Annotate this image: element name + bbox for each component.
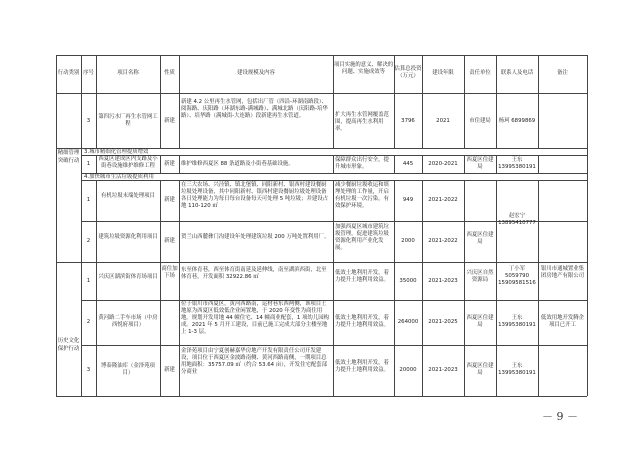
header-problem: 项目实施的意义、解决的问题、实施成效等 (333, 62, 394, 75)
row-investment: 2000 (401, 238, 415, 244)
row-investment: 949 (402, 197, 414, 203)
row-problem: 低效土地利用开发，着力提升土地利用效益。 (335, 360, 389, 373)
row-nature: 新建 (164, 238, 175, 244)
row-problem: 减少餐厨垃圾收运和填埋处理的工作量，开启有机垃圾一次污染，有效保护环境。 (335, 182, 389, 209)
row-remark: 银川市通城置业集团房地产有限公司 (540, 266, 585, 279)
row-scope: 位于银川市西夏区，黄河西路南，运材巷东西两侧，该项目土地原为西夏区低效低企业闲置地，于 2020 年变性为商住用地。规划开发用地 44 幢住宅、14 幢商业配套，1 项幼儿园构成。2021 年 5 月开工建设，目前已施工完成大部分主楼至地上 1-3 层。 (181, 301, 329, 335)
row-problem: 低效土地利用开发，着力提升土地利用效益。 (335, 315, 389, 328)
page-number: － 9 － (542, 410, 578, 423)
row-contact: 杨珂 6899869 (498, 118, 536, 124)
row-remark: 低效用地开发腾企项目已开工 (540, 315, 585, 328)
header-contact: 联系人及电话 (500, 70, 534, 76)
header-nature: 性质 (164, 70, 175, 76)
category-label: 精细管理突破行动 (57, 150, 80, 164)
row-problem: 加强西夏区城市建筑垃圾管理，促进建筑垃圾资源化利用产业化发展。 (335, 224, 389, 251)
row-nature: 新建 (164, 197, 175, 203)
row-unit: 西夏区住建局 (466, 157, 494, 170)
row-nature: 新建 (164, 367, 175, 373)
row-period: 2021 (436, 118, 450, 124)
row-nature: 新建 (164, 118, 175, 124)
row-contact: 王东 13995380191 (498, 363, 536, 376)
group-unit: 西夏区住建局 (466, 315, 494, 328)
row-unit: 西夏区住建局 (466, 363, 494, 376)
row-scope: 金泽苑项目由宁夏创赫嘉华房地产开发有限责任公司开发建设，项目位于西夏区金波路南侧、黄河西路南侧，一期项目总用地面积：35757.09 ㎡（约合 53.64 亩），开发住宅配套部分商业 (181, 348, 328, 375)
row-scope: 维护维修西夏区 88 条道路及小街巷基础设施。 (181, 161, 294, 167)
row-investment: 3796 (401, 118, 415, 124)
row-index: 1 (86, 197, 91, 203)
row-index: 1 (86, 161, 91, 167)
row-name: 西夏区建成区内支路及小街巷设施维护维修工程 (98, 156, 158, 169)
row-problem: 保障群众出行安全，提升城市形象。 (335, 157, 389, 170)
header-unit: 责任单位 (469, 70, 491, 76)
row-contact: 王东 13995380191 (498, 157, 536, 170)
group-contact: 赵宏宁 13895410777 (498, 213, 536, 226)
row-nature: 新建 (164, 161, 175, 167)
row-period: 2020-2021 (428, 161, 458, 167)
section-title: 3.城市精细化管理提质增效 (84, 149, 149, 155)
row-period: 2021-2022 (428, 197, 458, 203)
row-investment: 35000 (399, 278, 417, 284)
row-nature: 商住加下场 (161, 266, 178, 279)
group-unit: 西夏区住建局 (466, 232, 494, 245)
row-investment: 264000 (397, 319, 419, 325)
row-index: 3 (86, 118, 91, 124)
row-scope: 贺兰山西麓彝门沟建设年处理建筑垃圾 200 万吨处置利用厂。 (181, 234, 330, 240)
group-contact: 王东 13995380191 (498, 315, 536, 328)
row-scope: 在三大农场、兴泾镇、镇北堡镇、同阳新村、银西村建设餐厨垃圾处理设备，其中同阳新村、银西村建设餐厨垃圾处理设备各日处理能力为每日每台设备每天可处理 5 吨垃圾；并建设占地 110-120 ㎡ (181, 182, 329, 209)
row-contact: 丁小军 5059790 15909581516 (498, 266, 536, 286)
row-unit: 兴庆区自然资源局 (466, 270, 494, 283)
row-investment: 20000 (399, 367, 417, 373)
category-label: 历史文化保护行动 (57, 338, 80, 352)
row-period: 2021-2023 (428, 367, 458, 373)
row-problem: 低效土地利用开发，着力提升土地利用效益。 (335, 270, 389, 283)
row-name: 博泰隆油库（金泽苑项目） (101, 363, 155, 376)
row-investment: 445 (402, 161, 414, 167)
row-index: 2 (86, 319, 91, 325)
header-period: 建设年限 (432, 70, 454, 76)
row-unit: 市住建局 (469, 118, 491, 124)
row-name: 建筑垃圾资源化利用项目 (98, 234, 158, 240)
row-index: 2 (86, 238, 91, 244)
row-scope: 东至体育巷，西至体育街南延及延伸线，南至湖滨西街，北至体育巷，开发面积 32922.86 ㎡ (181, 267, 327, 280)
row-period: 2021-2025 (428, 319, 458, 325)
header-name: 项目名称 (117, 70, 139, 76)
row-name: 有机垃圾末端处理项目 (101, 193, 155, 199)
row-scope: 新建 4.2 公里再生水管网，包括出厂管（四沿-环湖南路段）、阅海路、庆阳路（环湖东路-满城路）、满城北路（庆阳路-培华路）、培华路（满城街-大连路）段新建再生水管道。 (181, 99, 328, 119)
header-scope: 建设规模及内容 (237, 70, 275, 76)
header-index: 序号 (83, 70, 94, 76)
section-title: 4.加快城市生活垃圾提质利用 (84, 174, 154, 180)
row-period: 2021-2022 (428, 238, 458, 244)
header-remark: 备注 (557, 70, 568, 76)
row-name: 黄河路二手车市场（中房西悦府项目） (98, 315, 158, 328)
header-investment: 估算总投资（万元） (394, 66, 422, 79)
row-index: 3 (86, 367, 91, 373)
row-index: 1 (86, 278, 91, 284)
row-name: 第四污水厂再生水管网工程 (98, 114, 158, 127)
row-period: 2021-2023 (428, 278, 458, 284)
header-category: 行动类别 (57, 70, 80, 76)
row-name: 兴庆区湖滨街体育场项目 (98, 274, 158, 280)
row-problem: 扩大再生水管网覆盖范围，提高再生水利用率。 (335, 112, 389, 132)
